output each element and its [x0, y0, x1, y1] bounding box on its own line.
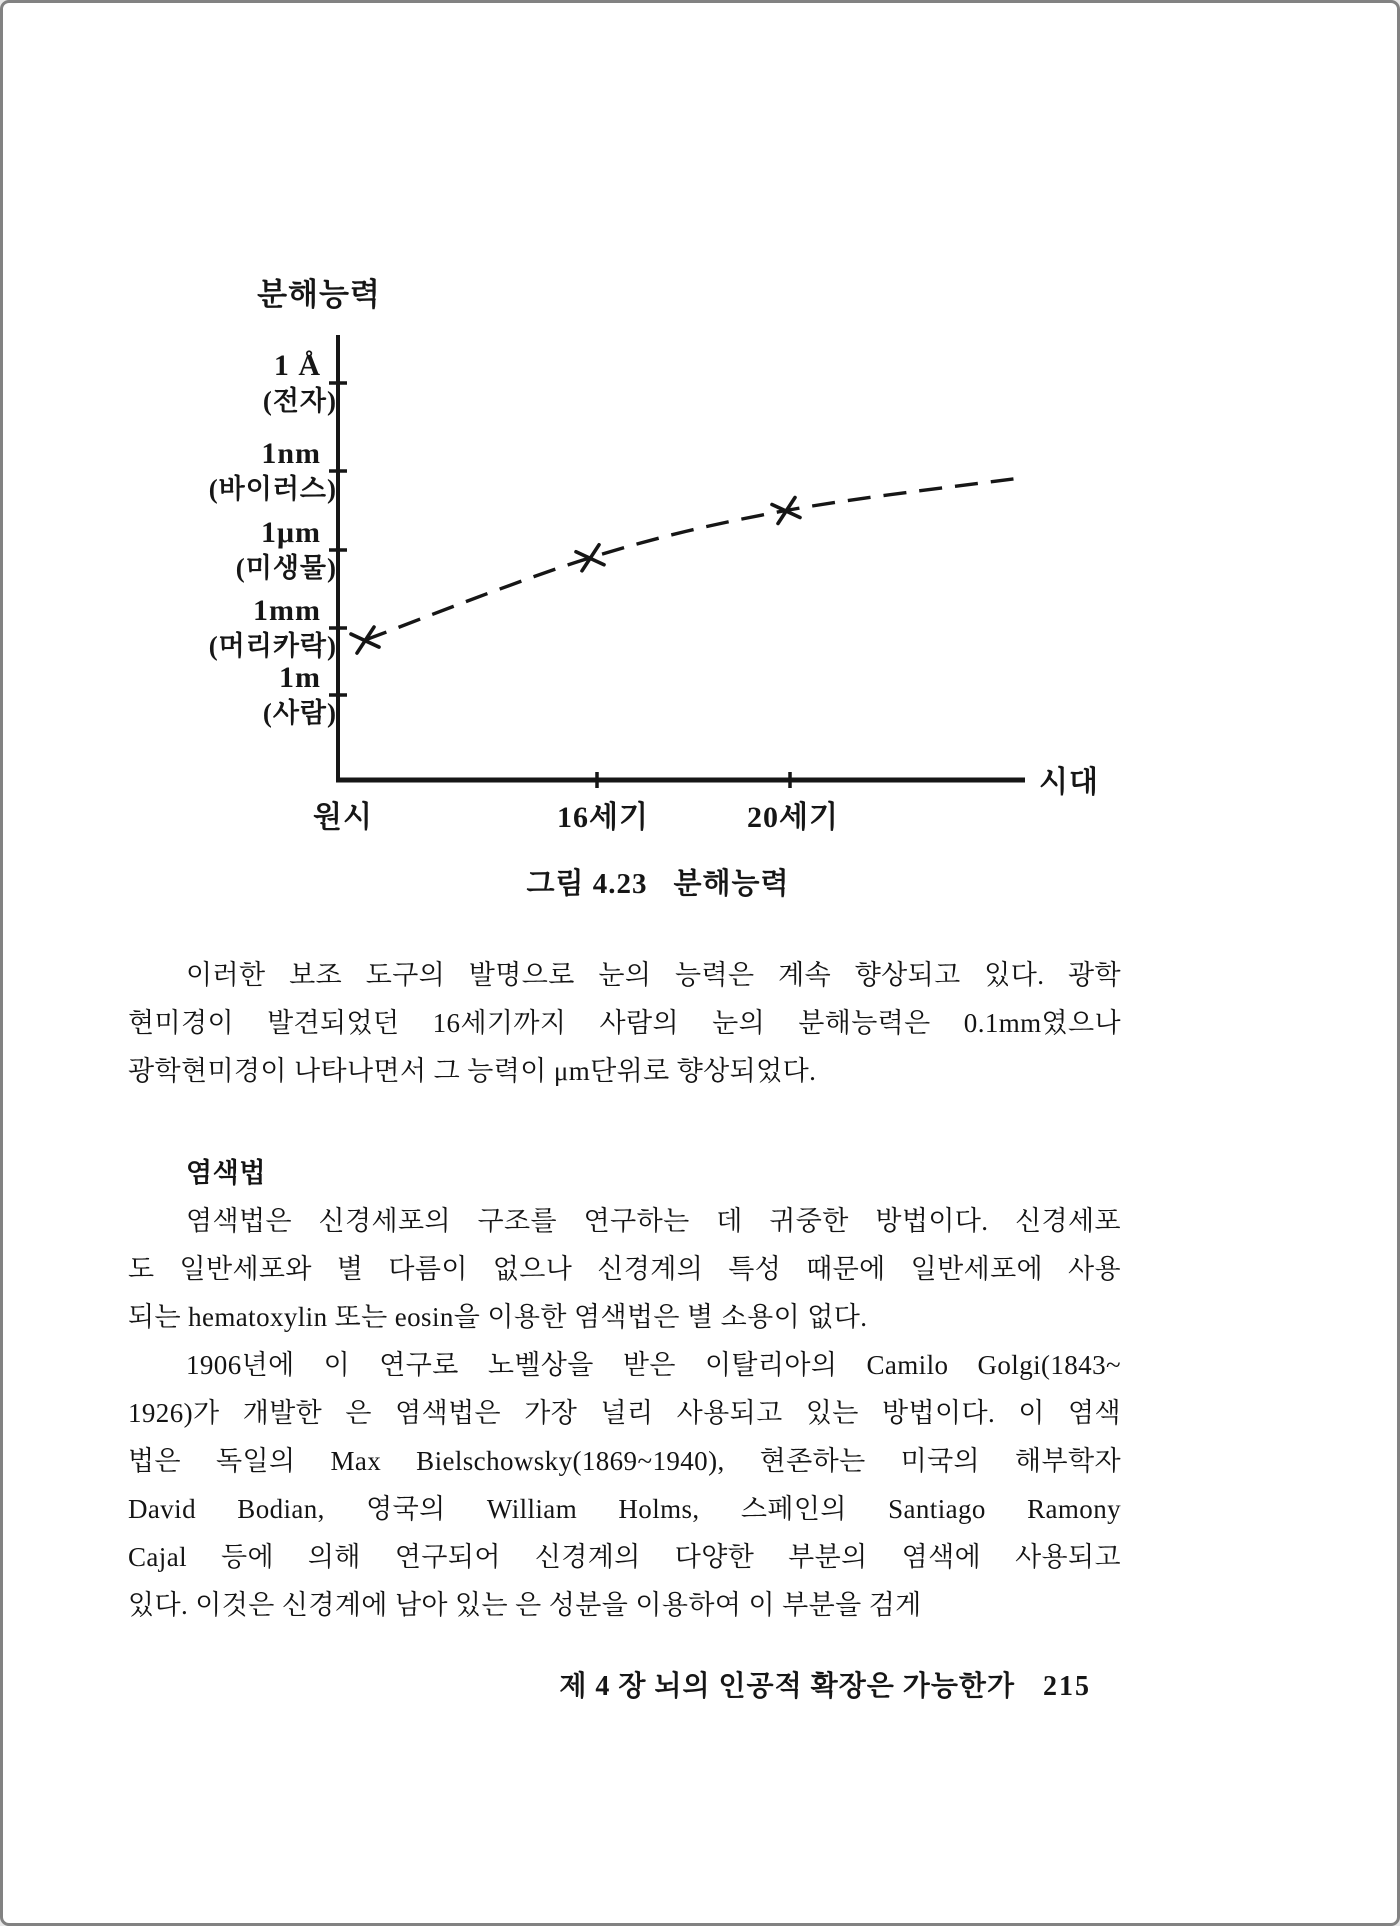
- y-tick-annotation-label: (바이러스): [208, 474, 337, 504]
- chart-title: 분해능력: [257, 277, 381, 312]
- body-text-line: 도 일반세포와 별 다름이 없으나 신경계의 특성 때문에 일반세포에 사용: [128, 1254, 1121, 1284]
- body-text-line: Cajal 등에 의해 연구되어 신경계의 다양한 부분의 염색에 사용되고: [128, 1542, 1121, 1572]
- body-text-line: 이러한 보조 도구의 발명으로 눈의 능력은 계속 향상되고 있다. 광학: [186, 960, 1121, 990]
- y-tick-unit-label: 1m: [279, 661, 321, 694]
- y-tick-unit-label: 1μm: [261, 516, 321, 549]
- x-tick-label: 16세기: [557, 801, 649, 834]
- y-tick-unit-label: 1mm: [253, 594, 321, 627]
- body-text-line: 염색법은 신경세포의 구조를 연구하는 데 귀중한 방법이다. 신경세포: [186, 1206, 1121, 1236]
- body-text-line: 광학현미경이 나타나면서 그 능력이 μm단위로 향상되었다.: [128, 1056, 817, 1086]
- resolution-chart: [3, 3, 1400, 933]
- body-text: [128, 951, 1121, 1629]
- y-tick-annotation-label: (미생물): [235, 553, 337, 583]
- footer-page-number: 215: [1043, 1671, 1091, 1702]
- body-text-line: 되는 hematoxylin 또는 eosin을 이용한 염색법은 별 소용이 없다.: [128, 1302, 868, 1332]
- y-tick-unit-label: 1 Å: [273, 349, 321, 382]
- body-text-line: 있다. 이것은 신경계에 남아 있는 은 성분을 이용하여 이 부분을 검게: [128, 1590, 922, 1620]
- x-tick-label: 20세기: [747, 801, 839, 834]
- page-footer: [128, 1663, 1121, 1711]
- figure-caption-title: 분해능력: [673, 868, 790, 900]
- figure-caption-label: 그림 4.23: [526, 868, 648, 900]
- x-tick-label: 원시: [313, 801, 373, 834]
- body-text-line: 1926)가 개발한 은 염색법은 가장 널리 사용되고 있는 방법이다. 이 염색: [128, 1398, 1121, 1428]
- y-tick-annotation-label: (머리카락): [208, 631, 337, 661]
- data-point-marker-20세기: [772, 498, 800, 524]
- y-tick-unit-label: 1nm: [261, 437, 321, 470]
- trend-curve: [365, 477, 1026, 640]
- body-text-line: 현미경이 발견되었던 16세기까지 사람의 눈의 분해능력은 0.1mm였으나: [128, 1008, 1121, 1038]
- footer-chapter-title: 제 4 장 뇌의 인공적 확장은 가능한가: [559, 1671, 1015, 1702]
- data-point-marker-원시: [351, 627, 379, 653]
- x-axis-title: 시대: [1039, 766, 1099, 799]
- figure-4-23: [3, 3, 1400, 933]
- body-text-line: David Bodian, 영국의 William Holms, 스페인의 Santiago Ramony: [128, 1494, 1121, 1524]
- figure-caption: [128, 861, 1188, 902]
- body-text-line: 1906년에 이 연구로 노벨상을 받은 이탈리아의 Camilo Golgi(1843~: [186, 1350, 1121, 1380]
- body-text-line: 법은 독일의 Max Bielschowsky(1869~1940), 현존하는 미국의 해부학자: [128, 1446, 1121, 1476]
- data-point-marker-16세기: [576, 545, 604, 571]
- y-tick-annotation-label: (전자): [262, 386, 337, 416]
- y-tick-annotation-label: (사람): [262, 698, 337, 728]
- section-heading: 염색법: [186, 1158, 267, 1188]
